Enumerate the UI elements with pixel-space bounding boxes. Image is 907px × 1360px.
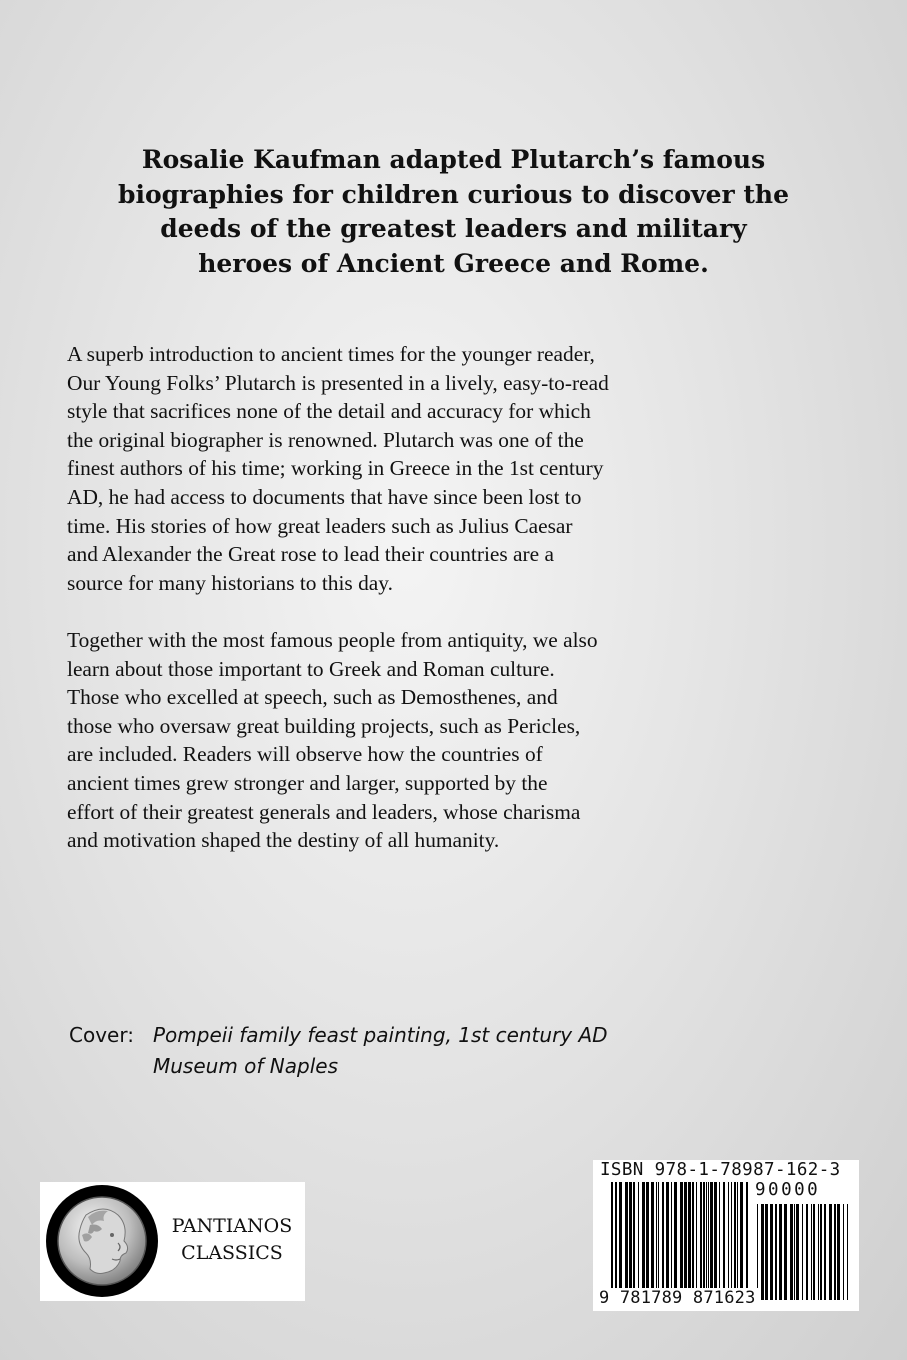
cover-credit-line: Museum of Naples	[153, 1054, 338, 1078]
price-code: 90000	[755, 1180, 821, 1200]
paragraph-line: Those who excelled at speech, such as Demosthenes, and	[67, 685, 558, 710]
paragraph-line: source for many historians to this day.	[67, 570, 393, 595]
paragraph-line: and Alexander the Great rose to lead their countries are a	[67, 542, 555, 567]
publisher-name-line: CLASSICS	[181, 1242, 283, 1264]
headline-line: biographies for children curious to discover the	[118, 179, 789, 209]
description-paragraph-2	[67, 626, 847, 855]
paragraph-line: style that sacrifices none of the detail and accuracy for which	[67, 399, 591, 424]
cover-credit-line: Pompeii family feast painting, 1st century AD	[153, 1023, 608, 1047]
publisher-name	[162, 1213, 302, 1267]
cover-credit-label: Cover:	[69, 1023, 134, 1047]
paragraph-line: are included. Readers will observe how the countries of	[67, 742, 543, 767]
headline	[60, 143, 847, 281]
barcode-digits: 9 781789 871623	[599, 1288, 756, 1308]
paragraph-line: AD, he had access to documents that have since been lost to	[67, 484, 582, 509]
headline-line: heroes of Ancient Greece and Rome.	[198, 248, 709, 278]
paragraph-line: those who oversaw great building projects, such as Pericles,	[67, 713, 581, 738]
paragraph-line: the original biographer is renowned. Plutarch was one of the	[67, 427, 584, 452]
paragraph-line: time. His stories of how great leaders such as Julius Caesar	[67, 513, 573, 538]
paragraph-line: Our Young Folks’ Plutarch is presented in a lively, easy-to-read	[67, 370, 609, 395]
paragraph-line: learn about those important to Greek and Roman culture.	[67, 656, 555, 681]
cover-credit-text	[153, 1020, 608, 1082]
coin-portrait-icon	[46, 1185, 158, 1297]
isbn-label: ISBN 978-1-78987-162-3	[600, 1160, 841, 1180]
description-paragraph-1	[67, 340, 847, 597]
paragraph-line: finest authors of his time; working in Greece in the 1st century	[67, 456, 604, 481]
paragraph-line: ancient times grew stronger and larger, supported by the	[67, 770, 548, 795]
headline-line: deeds of the greatest leaders and military	[160, 214, 747, 244]
paragraph-line: Together with the most famous people from antiquity, we also	[67, 628, 598, 652]
publisher-logo-block	[40, 1182, 305, 1301]
publisher-name-line: PANTIANOS	[171, 1215, 293, 1237]
paragraph-line: A superb introduction to ancient times for the younger reader,	[67, 342, 595, 366]
paragraph-line: and motivation shaped the destiny of all humanity.	[67, 828, 500, 853]
paragraph-line: effort of their greatest generals and leaders, whose charisma	[67, 799, 581, 824]
headline-line: Rosalie Kaufman adapted Plutarch’s famous	[141, 145, 766, 174]
isbn-barcode	[593, 1160, 859, 1311]
